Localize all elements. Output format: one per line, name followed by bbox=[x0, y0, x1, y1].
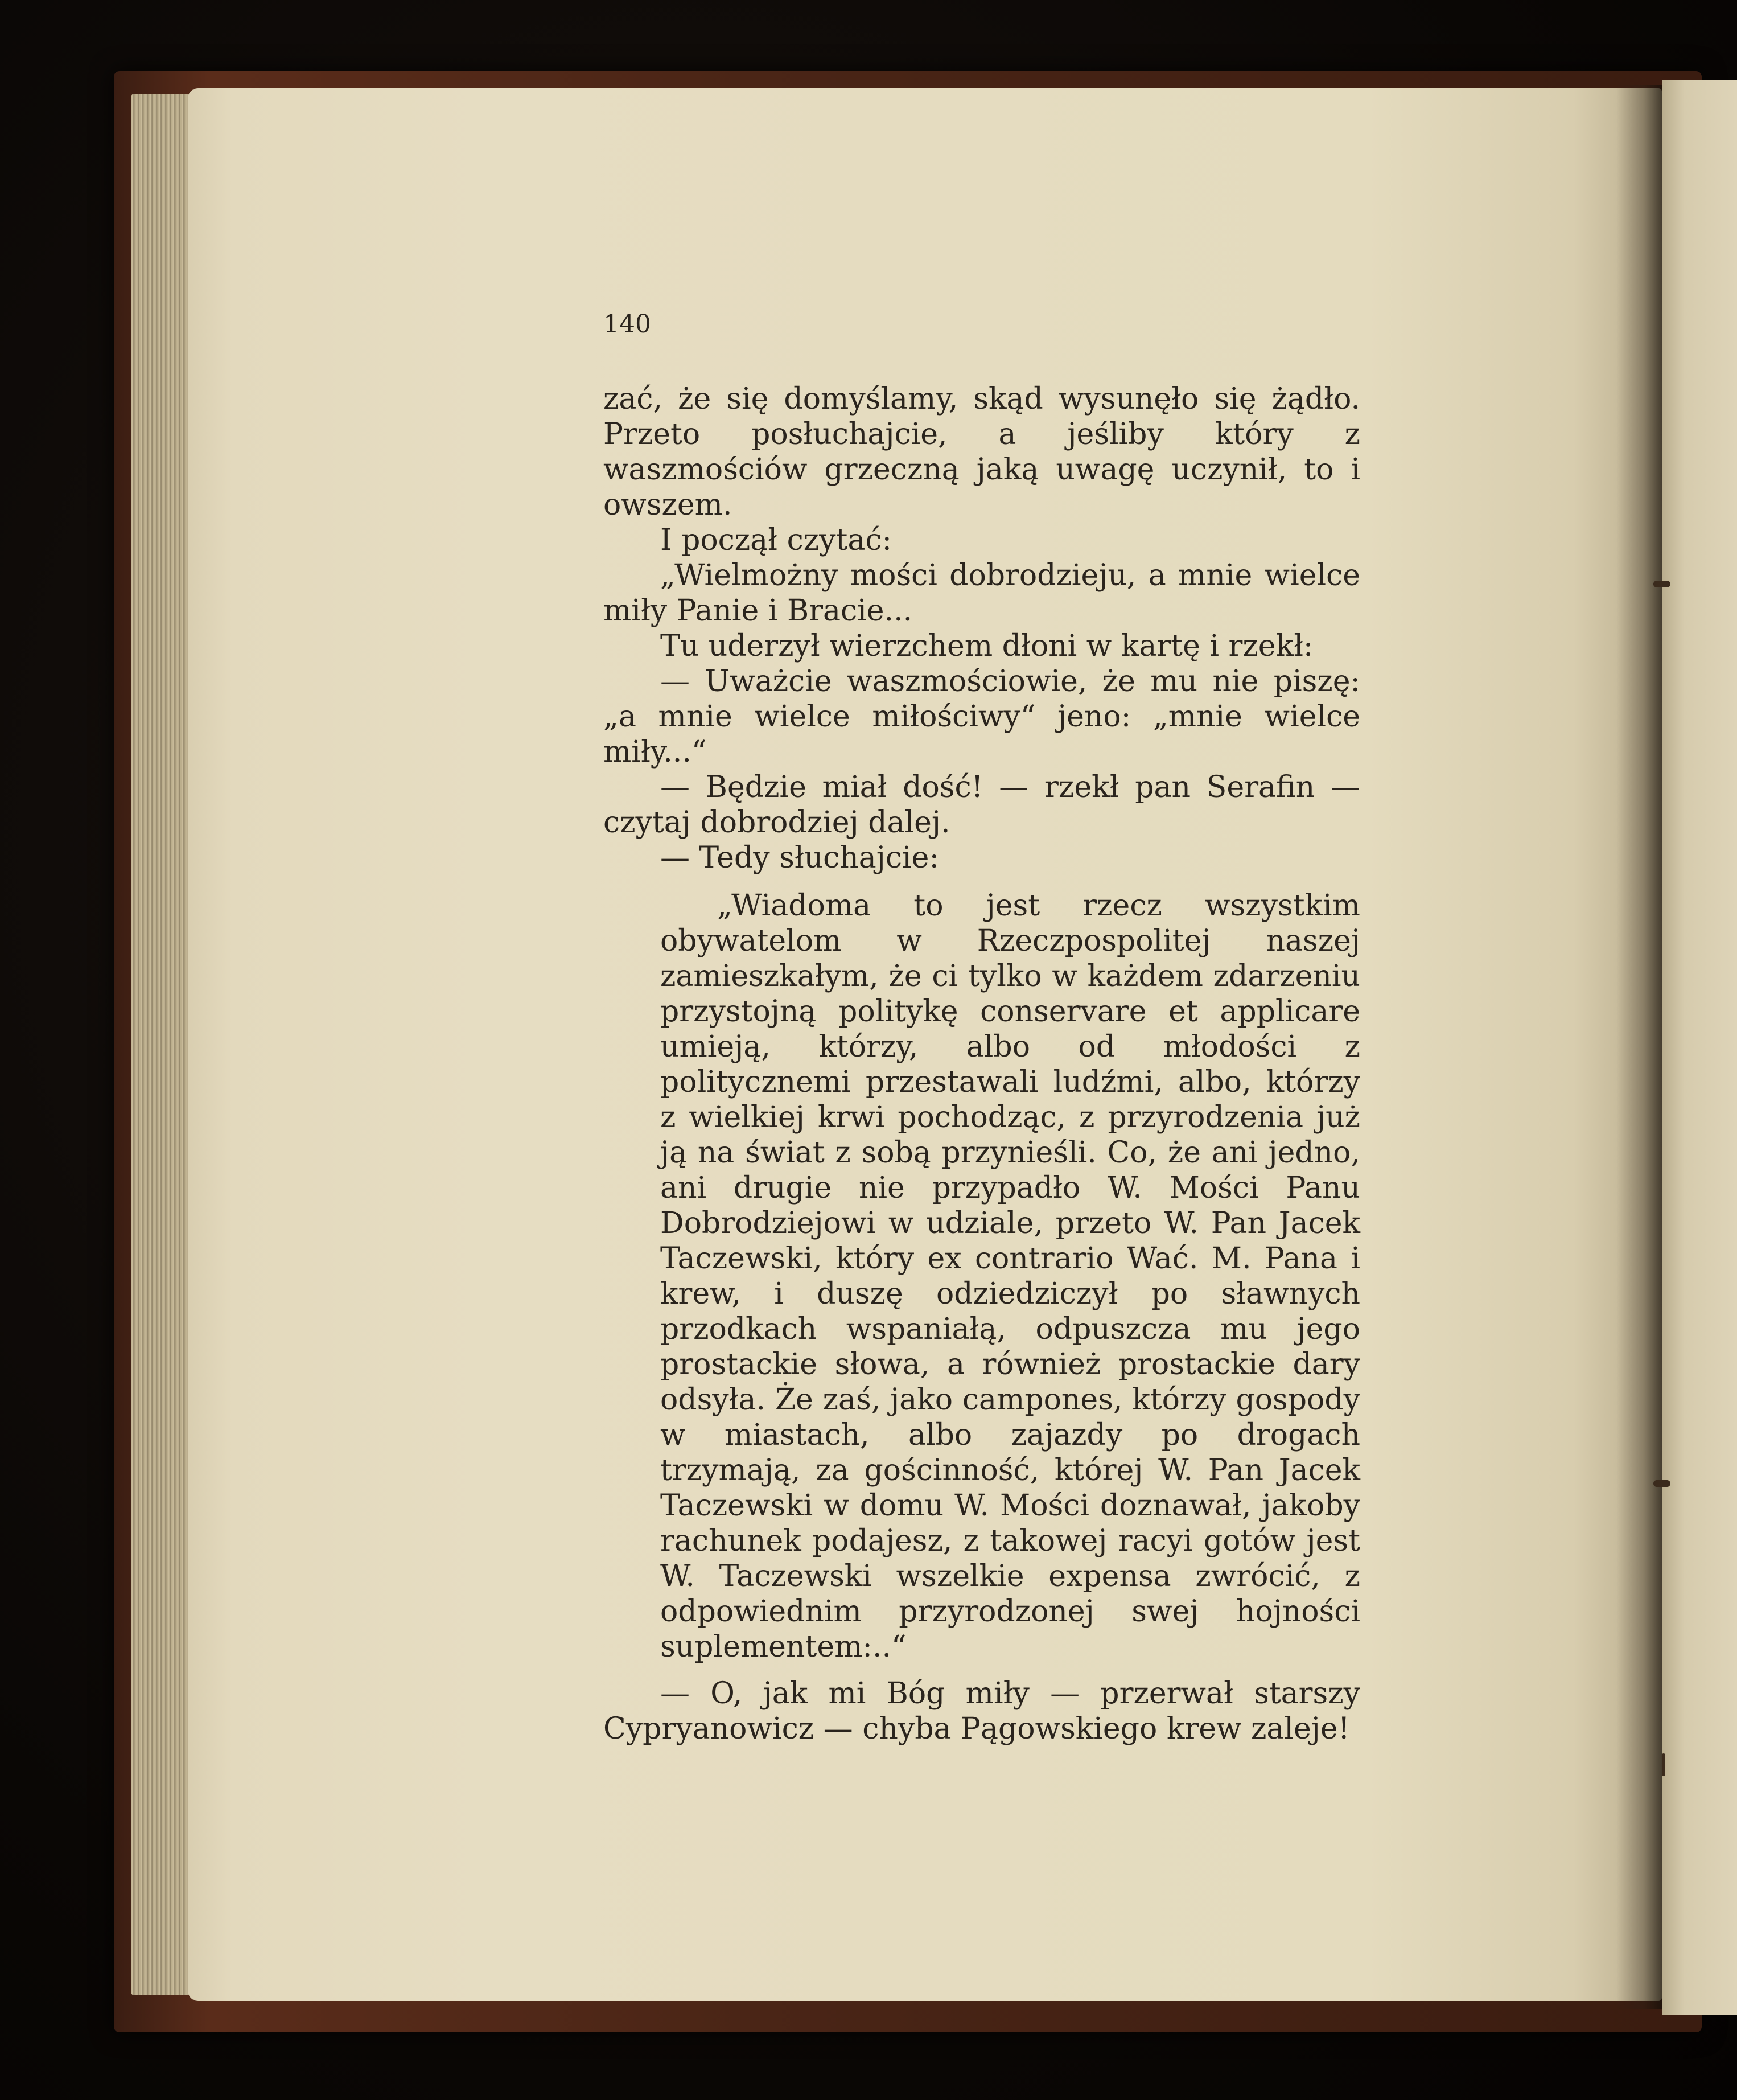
right-page-mark bbox=[1653, 581, 1670, 587]
paragraph: — Tedy słuchajcie: bbox=[660, 841, 939, 875]
right-page-edge bbox=[1662, 80, 1737, 2015]
closing-paragraph: — O, jak mi Bóg miły — przerwał starszy Cypryanowicz — chyba Pągowskiego krew zaleje! bbox=[603, 1676, 1360, 1746]
paragraph: „Wielmożny mości dobrodzieju, a mnie wielce miły Panie i Bracie... bbox=[603, 558, 1360, 628]
paragraph: — Uważcie waszmościowie, że mu nie piszę: „a mnie wielce miłościwy“ jeno: „mnie wielce miły...“ bbox=[603, 664, 1360, 769]
paragraph: — Będzie miał dość! — rzekł pan Serafin — czytaj dobrodziej dalej. bbox=[603, 770, 1360, 840]
right-page-mark bbox=[1662, 1753, 1665, 1776]
paragraph: zać, że się domyślamy, skąd wysunęło się żądło. Przeto posłuchajcie, a jeśliby który z waszmościów grzeczną jaką uwagę uczynił, to i owszem. bbox=[603, 382, 1360, 522]
book-gutter bbox=[1616, 85, 1662, 2009]
body-text bbox=[603, 381, 1360, 1746]
page-content bbox=[603, 307, 1360, 1787]
paragraph: I począł czytać: bbox=[660, 523, 892, 557]
quote-text: „Wiadoma to jest rzecz wszystkim obywatelom w Rzeczpospolitej naszej zamieszkałym, że ci tylko w każdem zdarzeniu przystojną politykę conservare et applicare umieją, którzy, albo od młodości z politycznemi przestawali ludźmi, albo, którzy z wielkiej krwi pochodząc, z przyrodzenia już ją na świat z sobą przynieśli. Co, że ani jedno, ani drugie nie przypadło W. Mości Panu Dobrodziejowi w udziale, przeto W. Pan Jacek Taczewski, który ex contrario Wać. M. Pana i krew, i duszę odziedziczył po sławnych przodkach wspaniałą, odpuszcza mu jego prostackie słowa, a również prostackie dary odsyła. Że zaś, jako campones, którzy gospody w miastach, albo zajazdy po drogach trzymają, za gościnność, której W. Pan Jacek Taczewski w domu W. Mości doznawał, jakoby rachunek podajesz, z takowej racyi gotów jest W. Taczewski wszelkie expensa zwrócić, z odpowiednim przyrodzonej swej hojności suplementem:..“ bbox=[660, 889, 1360, 1664]
right-page-mark bbox=[1653, 1480, 1670, 1487]
paragraph: Tu uderzył wierzchem dłoni w kartę i rzekł: bbox=[660, 629, 1314, 663]
letter-quote bbox=[660, 888, 1360, 1665]
page-number: 140 bbox=[603, 310, 651, 339]
